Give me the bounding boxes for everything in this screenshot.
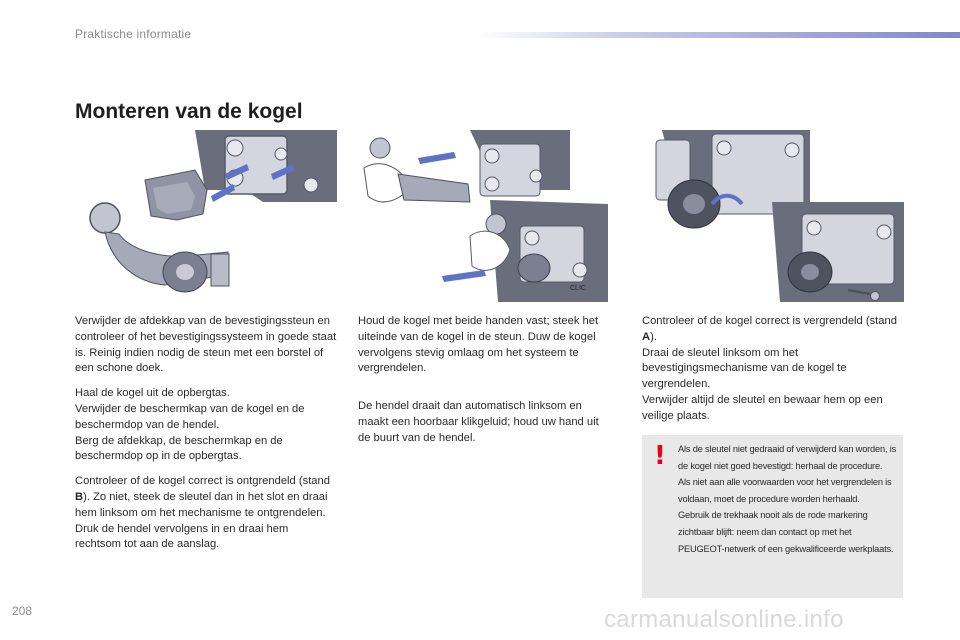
- clic-label: CLIC: [570, 285, 586, 292]
- illustration-insert-ball: [358, 130, 608, 302]
- header-accent-bar: [478, 32, 960, 38]
- paragraph-check-locked: Controleer of de kogel correct is vergrendeld (stand A). Draai de sleutel linksom om het bevestigingsmechanisme van de kogel te vergrendelen. Verwijder altijd de sleutel en bewaar hem op een veilige plaats.: [642, 315, 897, 422]
- watermark: carmanualsonline.info: [604, 606, 844, 633]
- text-column-1: [75, 314, 337, 562]
- warning-text: Als de sleutel niet gedraaid of verwijderd kan worden, is de kogel niet goed bevestigd: herhaal de procedure. Als niet aan alle voorwaarden voor het vergrendelen is voldaan, moet de procedure worden herhaald. Gebruik de trekhaak nooit als de rode markering zichtbaar blijft: neem dan contact op met het PEUGEOT-netwerk of een gekwalificeerde werkplaats.: [678, 444, 897, 554]
- line-remove-caps: Verwijder de beschermkap van de kogel en de beschermdop van de hendel.: [75, 402, 305, 431]
- illustration-lock-check: [642, 130, 904, 302]
- illustration-remove-cover: [75, 130, 337, 302]
- paragraph-remove-cover: Verwijder de afdekkap van de bevestigingssteun en controleer of het bevestigingssysteem in goede staat is. Reinig indien nodig de steun met een borstel of een schone doek.: [75, 315, 337, 375]
- paragraph-hold-ball: Houd de kogel met beide handen vast; steek het uiteinde van de kogel in de steun. Duw de kogel vervolgens stevig omlaag om het systeem te vergrendelen.: [358, 315, 599, 375]
- page-number: 208: [12, 604, 33, 618]
- page-title: Monteren van de kogel: [75, 100, 303, 123]
- text-column-3: [642, 314, 900, 434]
- paragraph-lever-click: De hendel draait dan automatisch linksom en maakt een hoorbaar klikgeluid; houd uw hand uit de buurt van de hendel.: [358, 400, 599, 444]
- line-take-ball: Haal de kogel uit de opbergtas.: [75, 387, 230, 400]
- warning-box: [642, 435, 903, 598]
- text-column-2: [358, 314, 610, 456]
- position-a-label: A: [642, 330, 651, 343]
- line-remove-key: Verwijder altijd de sleutel en bewaar hem op een veilige plaats.: [642, 393, 883, 422]
- paragraph-protective-caps: [75, 386, 337, 465]
- warning-icon: !: [654, 441, 666, 471]
- position-b-label: B: [75, 490, 84, 503]
- line-turn-key: Draai de sleutel linksom om het bevestigingsmechanisme van de kogel te vergrendelen.: [642, 346, 847, 391]
- paragraph-check-unlocked: Controleer of de kogel correct is ontgrendeld (stand B). Zo niet, steek de sleutel dan in het slot en draai hem linksom om het mechanisme te ontgrendelen. Druk de hendel vervolgens in en draai hem rechtsom tot aan de aanslag.: [75, 475, 330, 551]
- section-header: Praktische informatie: [75, 27, 192, 41]
- line-store-caps: Berg de afdekkap, de beschermkap en de beschermdop op in de opbergtas.: [75, 434, 283, 463]
